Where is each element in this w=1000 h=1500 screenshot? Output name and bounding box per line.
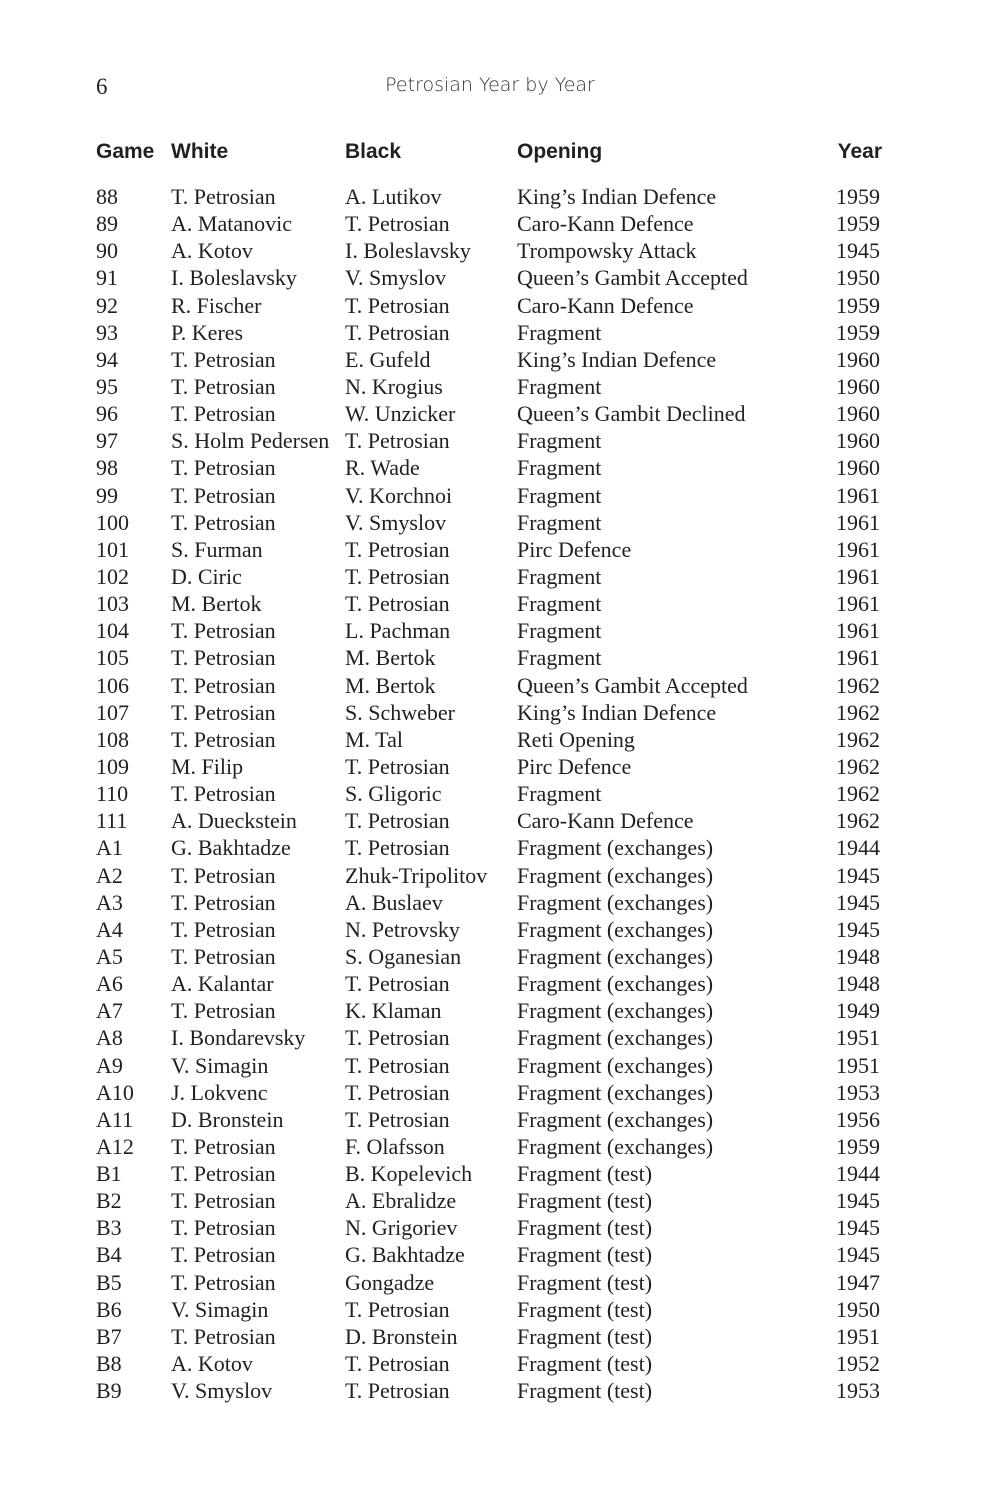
cell-white: T. Petrosian <box>171 482 276 508</box>
cell-game: 107 <box>96 699 129 725</box>
cell-white: T. Petrosian <box>171 889 276 915</box>
cell-opening: Fragment <box>517 618 602 644</box>
cell-black: T. Petrosian <box>345 319 450 345</box>
cell-black: F. Olafsson <box>345 1133 445 1159</box>
cell-white: T. Petrosian <box>171 862 276 888</box>
header-black: Black <box>345 140 402 163</box>
cell-game: 102 <box>96 563 129 589</box>
cell-black: S. Gligoric <box>345 781 442 807</box>
cell-game: A9 <box>96 1052 123 1078</box>
cell-year: 1960 <box>836 428 880 454</box>
cell-white: T. Petrosian <box>171 699 276 725</box>
cell-opening: Fragment (test) <box>517 1378 653 1404</box>
table-row <box>96 1377 882 1404</box>
cell-opening: Fragment (test) <box>517 1215 653 1241</box>
cell-year: 1945 <box>836 916 880 942</box>
cell-white: V. Simagin <box>171 1296 269 1322</box>
cell-year: 1948 <box>836 971 880 997</box>
table-row <box>96 1052 882 1079</box>
table-row <box>96 1133 882 1160</box>
table-row <box>96 1296 882 1323</box>
cell-white: S. Holm Pedersen <box>171 428 330 454</box>
cell-game: 89 <box>96 211 118 237</box>
cell-black: W. Unzicker <box>345 401 456 427</box>
cell-black: T. Petrosian <box>345 1106 450 1132</box>
table-row <box>96 427 882 454</box>
table-row <box>96 644 882 671</box>
table-row <box>96 183 882 210</box>
cell-black: T. Petrosian <box>345 1351 450 1377</box>
cell-year: 1944 <box>836 835 880 861</box>
cell-white: T. Petrosian <box>171 346 276 372</box>
cell-game: A5 <box>96 943 123 969</box>
cell-white: T. Petrosian <box>171 672 276 698</box>
cell-game: 88 <box>96 184 118 209</box>
cell-opening: Pirc Defence <box>517 536 632 562</box>
table-row <box>96 400 882 427</box>
cell-game: B9 <box>96 1378 122 1404</box>
cell-game: A11 <box>96 1106 134 1132</box>
cell-opening: Fragment (exchanges) <box>517 862 714 888</box>
cell-year: 1959 <box>836 319 880 345</box>
table-row <box>96 292 882 319</box>
cell-black: N. Krogius <box>345 373 443 399</box>
cell-game: 90 <box>96 238 118 264</box>
cell-opening: Fragment (test) <box>517 1242 653 1268</box>
cell-white: T. Petrosian <box>171 401 276 427</box>
table-row <box>96 536 882 563</box>
cell-year: 1961 <box>836 591 880 617</box>
cell-black: T. Petrosian <box>345 563 450 589</box>
table-row <box>96 1323 882 1350</box>
header-game: Game <box>96 140 155 163</box>
cell-black: T. Petrosian <box>345 971 450 997</box>
cell-black: D. Bronstein <box>345 1323 458 1349</box>
cell-game: 91 <box>96 265 118 291</box>
cell-opening: Fragment (exchanges) <box>517 998 714 1024</box>
cell-white: A. Kotov <box>171 238 253 264</box>
cell-year: 1960 <box>836 455 880 481</box>
cell-opening: Caro-Kann Defence <box>517 808 694 834</box>
table-row <box>96 780 882 807</box>
cell-opening: Caro-Kann Defence <box>517 211 694 237</box>
cell-game: A7 <box>96 998 123 1024</box>
cell-white: T. Petrosian <box>171 373 276 399</box>
cell-year: 1959 <box>836 292 880 318</box>
cell-black: L. Pachman <box>345 618 451 644</box>
cell-year: 1961 <box>836 645 880 671</box>
cell-opening: Fragment <box>517 781 602 807</box>
cell-game: B5 <box>96 1269 122 1295</box>
cell-white: R. Fischer <box>171 292 262 318</box>
table-row <box>96 889 882 916</box>
cell-opening: Fragment (exchanges) <box>517 916 714 942</box>
cell-white: I. Boleslavsky <box>171 265 297 291</box>
cell-game: 103 <box>96 591 129 617</box>
cell-white: T. Petrosian <box>171 1215 276 1241</box>
cell-game: 97 <box>96 428 118 454</box>
cell-black: V. Smyslov <box>345 265 447 291</box>
cell-year: 1945 <box>836 1215 880 1241</box>
cell-game: 100 <box>96 509 129 535</box>
cell-white: V. Simagin <box>171 1052 269 1078</box>
cell-year: 1953 <box>836 1079 880 1105</box>
cell-year: 1945 <box>836 889 880 915</box>
cell-game: B2 <box>96 1188 122 1214</box>
table-row <box>96 1269 882 1296</box>
cell-opening: Fragment (test) <box>517 1269 653 1295</box>
cell-white: T. Petrosian <box>171 916 276 942</box>
cell-year: 1950 <box>836 1296 880 1322</box>
cell-opening: Fragment (test) <box>517 1296 653 1322</box>
cell-opening: Fragment <box>517 428 602 454</box>
cell-opening: King’s Indian Defence <box>517 699 717 725</box>
cell-opening: Fragment <box>517 482 602 508</box>
cell-white: A. Kalantar <box>171 971 274 997</box>
cell-black: M. Tal <box>345 726 403 752</box>
cell-game: B7 <box>96 1323 122 1349</box>
cell-opening: Fragment <box>517 645 602 671</box>
cell-black: T. Petrosian <box>345 1079 450 1105</box>
cell-game: A3 <box>96 889 123 915</box>
cell-game: A1 <box>96 835 123 861</box>
cell-game: A8 <box>96 1025 123 1051</box>
cell-opening: Fragment <box>517 509 602 535</box>
cell-year: 1962 <box>836 753 880 779</box>
page-number: 6 <box>96 74 108 99</box>
cell-black: A. Ebralidze <box>345 1188 457 1214</box>
table-row <box>96 753 882 780</box>
cell-white: A. Dueckstein <box>171 808 297 834</box>
cell-opening: Fragment (exchanges) <box>517 1133 714 1159</box>
table-row <box>96 1214 882 1241</box>
cell-white: S. Furman <box>171 536 263 562</box>
cell-white: V. Smyslov <box>171 1378 273 1404</box>
cell-black: R. Wade <box>345 455 420 481</box>
cell-year: 1962 <box>836 726 880 752</box>
cell-white: M. Filip <box>171 753 244 779</box>
cell-year: 1944 <box>836 1161 880 1187</box>
cell-year: 1961 <box>836 482 880 508</box>
cell-game: 92 <box>96 292 118 318</box>
cell-opening: Fragment (test) <box>517 1161 653 1187</box>
cell-year: 1953 <box>836 1378 880 1404</box>
cell-opening: Fragment (exchanges) <box>517 971 714 997</box>
cell-year: 1947 <box>836 1269 880 1295</box>
cell-black: V. Korchnoi <box>345 482 453 508</box>
cell-year: 1951 <box>836 1323 880 1349</box>
cell-year: 1962 <box>836 672 880 698</box>
cell-black: G. Bakhtadze <box>345 1242 465 1268</box>
cell-opening: Fragment (test) <box>517 1351 653 1377</box>
cell-opening: Fragment (exchanges) <box>517 1079 714 1105</box>
cell-black: T. Petrosian <box>345 1052 450 1078</box>
table-row <box>96 563 882 590</box>
cell-opening: Fragment (test) <box>517 1188 653 1214</box>
cell-game: A4 <box>96 916 123 942</box>
cell-black: E. Gufeld <box>345 346 431 372</box>
cell-opening: Pirc Defence <box>517 753 632 779</box>
cell-black: T. Petrosian <box>345 1025 450 1051</box>
cell-white: T. Petrosian <box>171 943 276 969</box>
cell-opening: Fragment (exchanges) <box>517 1025 714 1051</box>
cell-black: T. Petrosian <box>345 211 450 237</box>
table-row <box>96 1079 882 1106</box>
cell-white: P. Keres <box>171 319 244 345</box>
cell-black: T. Petrosian <box>345 835 450 861</box>
cell-black: T. Petrosian <box>345 753 450 779</box>
cell-opening: Queen’s Gambit Accepted <box>517 265 748 291</box>
cell-black: I. Boleslavsky <box>345 238 471 264</box>
cell-white: T. Petrosian <box>171 998 276 1024</box>
cell-game: 101 <box>96 536 129 562</box>
cell-white: I. Bondarevsky <box>171 1025 306 1051</box>
table-row <box>96 1106 882 1133</box>
table-row <box>96 617 882 644</box>
header-white: White <box>171 140 229 163</box>
cell-game: 109 <box>96 753 129 779</box>
cell-white: T. Petrosian <box>171 509 276 535</box>
cell-white: J. Lokvenc <box>171 1079 268 1105</box>
cell-opening: Fragment (exchanges) <box>517 889 714 915</box>
table-row <box>96 1187 882 1214</box>
cell-year: 1961 <box>836 563 880 589</box>
cell-white: A. Matanovic <box>171 211 292 237</box>
header-year: Year <box>837 140 882 163</box>
cell-black: A. Lutikov <box>345 184 442 209</box>
table-row <box>96 1024 882 1051</box>
cell-white: T. Petrosian <box>171 645 276 671</box>
cell-white: T. Petrosian <box>171 726 276 752</box>
table-row <box>96 373 882 400</box>
cell-game: B3 <box>96 1215 122 1241</box>
cell-black: B. Kopelevich <box>345 1161 473 1187</box>
cell-black: Gongadze <box>345 1269 435 1295</box>
table-row <box>96 862 882 889</box>
cell-black: M. Bertok <box>345 645 436 671</box>
table-row <box>96 482 882 509</box>
cell-white: T. Petrosian <box>171 781 276 807</box>
cell-black: T. Petrosian <box>345 1378 450 1404</box>
cell-opening: Fragment (test) <box>517 1323 653 1349</box>
table-row <box>96 699 882 726</box>
cell-white: A. Kotov <box>171 1351 253 1377</box>
cell-opening: King’s Indian Defence <box>517 184 717 209</box>
table-header <box>96 140 882 176</box>
cell-opening: Fragment <box>517 373 602 399</box>
cell-game: A10 <box>96 1079 134 1105</box>
table-row <box>96 997 882 1024</box>
cell-game: 99 <box>96 482 118 508</box>
cell-year: 1961 <box>836 509 880 535</box>
games-table <box>96 140 882 1404</box>
table-row <box>96 237 882 264</box>
cell-game: 104 <box>96 618 129 644</box>
cell-year: 1962 <box>836 808 880 834</box>
cell-game: 96 <box>96 401 118 427</box>
cell-opening: Fragment (exchanges) <box>517 943 714 969</box>
cell-opening: Fragment <box>517 591 602 617</box>
table-row <box>96 590 882 617</box>
cell-year: 1959 <box>836 1133 880 1159</box>
cell-black: N. Grigoriev <box>345 1215 458 1241</box>
cell-white: G. Bakhtadze <box>171 835 291 861</box>
cell-opening: Queen’s Gambit Declined <box>517 401 746 427</box>
table-body <box>96 183 882 1404</box>
cell-black: T. Petrosian <box>345 808 450 834</box>
cell-year: 1948 <box>836 943 880 969</box>
cell-game: B1 <box>96 1161 122 1187</box>
table-row <box>96 672 882 699</box>
cell-black: T. Petrosian <box>345 591 450 617</box>
cell-game: 106 <box>96 672 129 698</box>
cell-black: T. Petrosian <box>345 1296 450 1322</box>
cell-game: 108 <box>96 726 129 752</box>
cell-game: A12 <box>96 1133 134 1159</box>
cell-game: B6 <box>96 1296 122 1322</box>
cell-year: 1959 <box>836 211 880 237</box>
cell-game: 98 <box>96 455 118 481</box>
cell-black: T. Petrosian <box>345 536 450 562</box>
cell-opening: Caro-Kann Defence <box>517 292 694 318</box>
header-opening: Opening <box>517 140 603 163</box>
cell-year: 1961 <box>836 536 880 562</box>
cell-black: K. Klaman <box>345 998 442 1024</box>
cell-game: 93 <box>96 319 118 345</box>
running-head: Petrosian Year by Year <box>385 74 595 96</box>
table-row <box>96 834 882 861</box>
cell-year: 1945 <box>836 1242 880 1268</box>
cell-game: A2 <box>96 862 123 888</box>
cell-black: T. Petrosian <box>345 292 450 318</box>
cell-white: T. Petrosian <box>171 618 276 644</box>
cell-year: 1950 <box>836 265 880 291</box>
cell-black: T. Petrosian <box>345 428 450 454</box>
cell-game: 110 <box>96 781 129 807</box>
cell-year: 1962 <box>836 781 880 807</box>
cell-year: 1945 <box>836 238 880 264</box>
cell-white: T. Petrosian <box>171 1188 276 1214</box>
cell-white: M. Bertok <box>171 591 262 617</box>
cell-black: S. Schweber <box>345 699 455 725</box>
cell-white: T. Petrosian <box>171 1269 276 1295</box>
cell-opening: Fragment <box>517 455 602 481</box>
cell-black: M. Bertok <box>345 672 436 698</box>
table-row <box>96 454 882 481</box>
cell-game: B4 <box>96 1242 122 1268</box>
table-row <box>96 1160 882 1187</box>
cell-game: 111 <box>96 808 128 834</box>
cell-white: T. Petrosian <box>171 184 276 209</box>
cell-opening: Fragment (exchanges) <box>517 835 714 861</box>
cell-white: T. Petrosian <box>171 1323 276 1349</box>
cell-year: 1945 <box>836 862 880 888</box>
table-row <box>96 509 882 536</box>
cell-year: 1959 <box>836 184 880 209</box>
cell-year: 1960 <box>836 346 880 372</box>
cell-game: 94 <box>96 346 118 372</box>
cell-black: N. Petrovsky <box>345 916 460 942</box>
table-row <box>96 970 882 997</box>
table-row <box>96 943 882 970</box>
cell-black: S. Oganesian <box>345 943 462 969</box>
cell-year: 1951 <box>836 1025 880 1051</box>
table-row <box>96 210 882 237</box>
cell-opening: Reti Opening <box>517 726 635 752</box>
cell-year: 1960 <box>836 401 880 427</box>
cell-year: 1952 <box>836 1351 880 1377</box>
cell-black: A. Buslaev <box>345 889 443 915</box>
cell-white: D. Ciric <box>171 563 242 589</box>
cell-game: 105 <box>96 645 129 671</box>
cell-white: T. Petrosian <box>171 1242 276 1268</box>
table-row <box>96 264 882 291</box>
cell-opening: Trompowsky Attack <box>517 238 697 264</box>
cell-white: T. Petrosian <box>171 1161 276 1187</box>
cell-opening: Fragment <box>517 563 602 589</box>
table-row <box>96 346 882 373</box>
cell-year: 1945 <box>836 1188 880 1214</box>
cell-year: 1956 <box>836 1106 880 1132</box>
cell-white: T. Petrosian <box>171 1133 276 1159</box>
cell-black: Zhuk-Tripolitov <box>345 862 488 888</box>
cell-game: B8 <box>96 1351 122 1377</box>
table-row <box>96 726 882 753</box>
cell-opening: Queen’s Gambit Accepted <box>517 672 748 698</box>
cell-opening: Fragment <box>517 319 602 345</box>
cell-year: 1961 <box>836 618 880 644</box>
table-row <box>96 319 882 346</box>
cell-black: V. Smyslov <box>345 509 447 535</box>
table-row <box>96 916 882 943</box>
cell-year: 1962 <box>836 699 880 725</box>
cell-year: 1949 <box>836 998 880 1024</box>
cell-game: A6 <box>96 971 123 997</box>
cell-game: 95 <box>96 373 118 399</box>
cell-white: T. Petrosian <box>171 455 276 481</box>
cell-year: 1951 <box>836 1052 880 1078</box>
table-row <box>96 807 882 834</box>
cell-year: 1960 <box>836 373 880 399</box>
cell-opening: King’s Indian Defence <box>517 346 717 372</box>
table-row <box>96 1241 882 1268</box>
table-row <box>96 1350 882 1377</box>
cell-opening: Fragment (exchanges) <box>517 1106 714 1132</box>
cell-opening: Fragment (exchanges) <box>517 1052 714 1078</box>
cell-white: D. Bronstein <box>171 1106 284 1132</box>
